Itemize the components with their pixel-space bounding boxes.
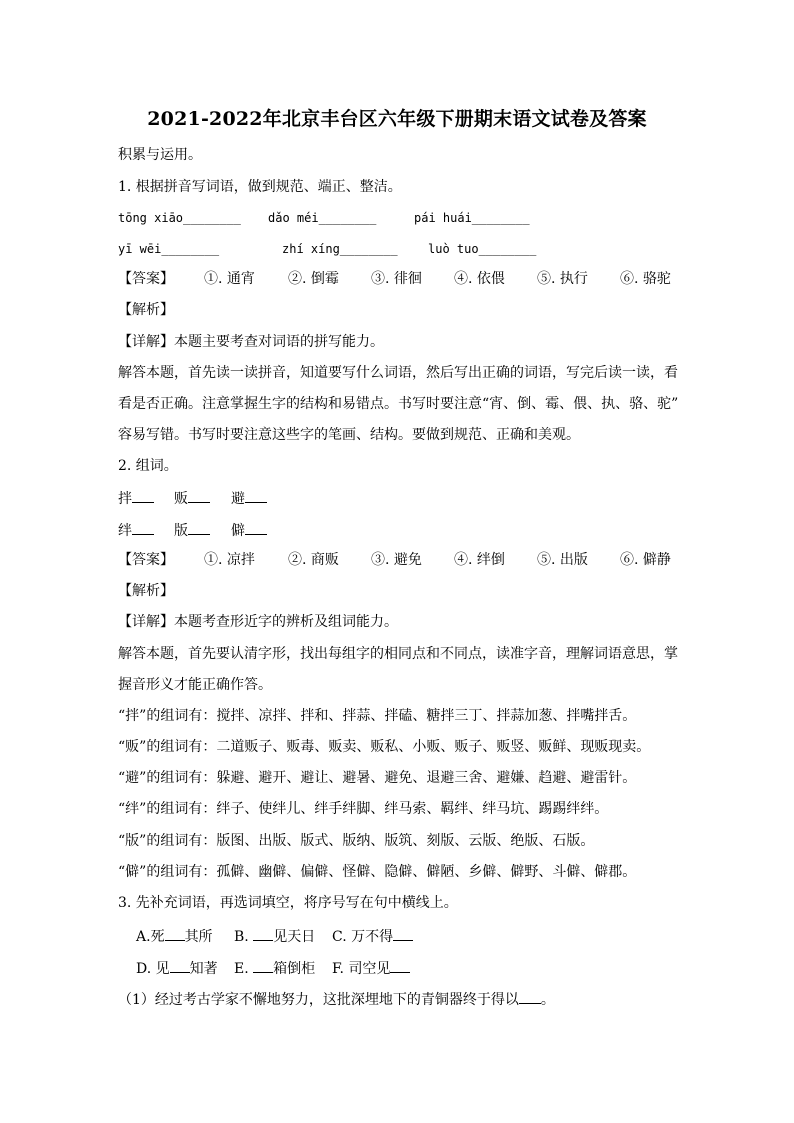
q2-char: 绊 [118, 523, 132, 539]
q1-pinyin-6: luò tuo________ [428, 242, 537, 256]
q2-char: 拌 [118, 491, 132, 507]
explanation-line: 看是否正确。注意掌握生字的结构和易错点。书写时要注意“宵、倒、霉、偎、执、骆、驼” [118, 396, 679, 412]
q2-char: 贩 [174, 491, 188, 507]
q1-pinyin-3: pái huái________ [414, 211, 530, 225]
answer-label: 【答案】 [118, 552, 174, 568]
analysis-label: 【解析】 [118, 302, 174, 318]
answer-blank[interactable] [132, 488, 154, 503]
q3-option-d [136, 958, 218, 978]
q2-word-cell [174, 488, 210, 508]
answer-item: ④. 绊倒 [454, 552, 505, 568]
explanation-line: 容易写错。书写时要注意这些字的笔画、结构。要做到规范、正确和美观。 [118, 427, 580, 443]
word-group-line: “拌”的组词有：搅拌、凉拌、拌和、拌蒜、拌磕、糖拌三丁、拌蒜加葱、拌嘴拌舌。 [118, 708, 637, 724]
answer-blank[interactable] [165, 926, 185, 941]
q2-char: 避 [231, 491, 245, 507]
answer-blank[interactable] [253, 926, 273, 941]
answer-item: ②. 倒霉 [288, 271, 339, 287]
option-text: 万不得 [351, 929, 394, 945]
option-text: 其所 [184, 929, 213, 945]
answer-blank[interactable] [132, 520, 154, 535]
answer-blank[interactable] [170, 958, 190, 973]
option-text: 司空见 [348, 961, 391, 977]
option-letter: D. [136, 961, 152, 977]
answer-item: ⑤. 出版 [537, 552, 588, 568]
answer-blank[interactable] [245, 520, 267, 535]
q2-word-cell [174, 520, 210, 540]
q3-option-b [234, 926, 315, 946]
option-text: 知著 [189, 961, 218, 977]
answer-label: 【答案】 [118, 271, 174, 287]
q3-option-c [332, 926, 413, 946]
explanation-line: 解答本题，首先要认清字形，找出每组字的相同点和不同点，读准字音，理解词语意思，掌 [118, 646, 678, 662]
answer-blank[interactable] [253, 958, 273, 973]
answer-item: ①. 凉拌 [204, 552, 255, 568]
option-text: 箱倒柜 [273, 961, 316, 977]
answer-item: ②. 商贩 [288, 552, 339, 568]
word-group-line: “贩”的组词有：二道贩子、贩毒、贩卖、贩私、小贩、贩子、贩竖、贩鲜、现贩现卖。 [118, 739, 651, 755]
q3-stem: 3. 先补充词语，再选词填空，将序号写在句中横线上。 [118, 895, 458, 911]
explanation-line: 握音形义才能正确作答。 [118, 677, 272, 693]
q2-answer-row [118, 551, 678, 569]
analysis-label: 【解析】 [118, 583, 174, 599]
answer-item: ③. 徘徊 [371, 271, 422, 287]
word-group-line: “绊”的组词有：绊子、使绊儿、绊手绊脚、绊马索、羁绊、绊马坑、踢踢绊绊。 [118, 801, 609, 817]
q1-stem: 1. 根据拼音写词语，做到规范、端正、整洁。 [118, 179, 402, 195]
answer-blank[interactable] [390, 958, 410, 973]
q1-answer-row [118, 270, 678, 288]
option-letter: E. [234, 961, 249, 977]
option-text: 见天日 [273, 929, 316, 945]
answer-blank[interactable] [245, 488, 267, 503]
answer-item: ⑥. 僻静 [620, 552, 671, 568]
q2-char: 版 [174, 523, 188, 539]
answer-blank[interactable] [188, 488, 210, 503]
q3-sentence-1 [118, 989, 555, 1009]
option-letter: F. [332, 961, 344, 977]
q1-pinyin-4: yī wēi________ [118, 242, 220, 256]
q2-char: 僻 [231, 523, 245, 539]
q3-option-a [136, 926, 213, 946]
answer-item: ①. 通宵 [204, 271, 255, 287]
word-group-line: “避”的组词有：躲避、避开、避让、避暑、避免、退避三舍、避嫌、趋避、避雷针。 [118, 770, 637, 786]
sentence-text: （1）经过考古学家不懈地努力，这批深埋地下的青铜器终于得以 [118, 992, 519, 1008]
answer-item: ⑤. 执行 [537, 271, 588, 287]
q1-pinyin-1: tōng xiāo________ [118, 211, 241, 225]
answer-item: ③. 避免 [371, 552, 422, 568]
answer-blank[interactable] [519, 989, 541, 1004]
q2-stem: 2. 组词。 [118, 458, 178, 474]
answer-item: ④. 依偎 [454, 271, 505, 287]
sentence-end: 。 [540, 992, 555, 1008]
q1-pinyin-5: zhí xíng________ [282, 242, 398, 256]
detail-line: 【详解】本题主要考查对词语的拼写能力。 [118, 334, 384, 350]
q3-option-e [234, 958, 315, 978]
answer-item: ⑥. 骆驼 [620, 271, 671, 287]
section-heading: 积累与运用。 [118, 147, 202, 163]
detail-line: 【详解】本题考查形近字的辨析及组词能力。 [118, 614, 398, 630]
word-group-line: “版”的组词有：版图、出版、版式、版纳、版筑、刻版、云版、绝版、石版。 [118, 833, 595, 849]
document-title: 2021-2022年北京丰台区六年级下册期末语文试卷及答案 [147, 108, 647, 130]
option-letter: C. [332, 929, 347, 945]
q2-word-cell [231, 520, 267, 540]
answer-blank[interactable] [188, 520, 210, 535]
q2-word-cell [231, 488, 267, 508]
q3-option-f [332, 958, 410, 978]
option-text: 见 [155, 961, 170, 977]
option-text: 死 [150, 929, 165, 945]
explanation-line: 解答本题，首先读一读拼音，知道要写什么词语，然后写出正确的词语，写完后读一读，看 [118, 365, 678, 381]
option-letter: B. [234, 929, 249, 945]
word-group-line: “僻”的组词有：孤僻、幽僻、偏僻、怪僻、隐僻、僻陋、乡僻、僻野、斗僻、僻郡。 [118, 864, 637, 880]
q2-word-cell [118, 488, 154, 508]
answer-blank[interactable] [393, 926, 413, 941]
q2-word-cell [118, 520, 154, 540]
option-letter: A. [136, 929, 151, 945]
q1-pinyin-2: dǎo méi________ [268, 211, 377, 225]
